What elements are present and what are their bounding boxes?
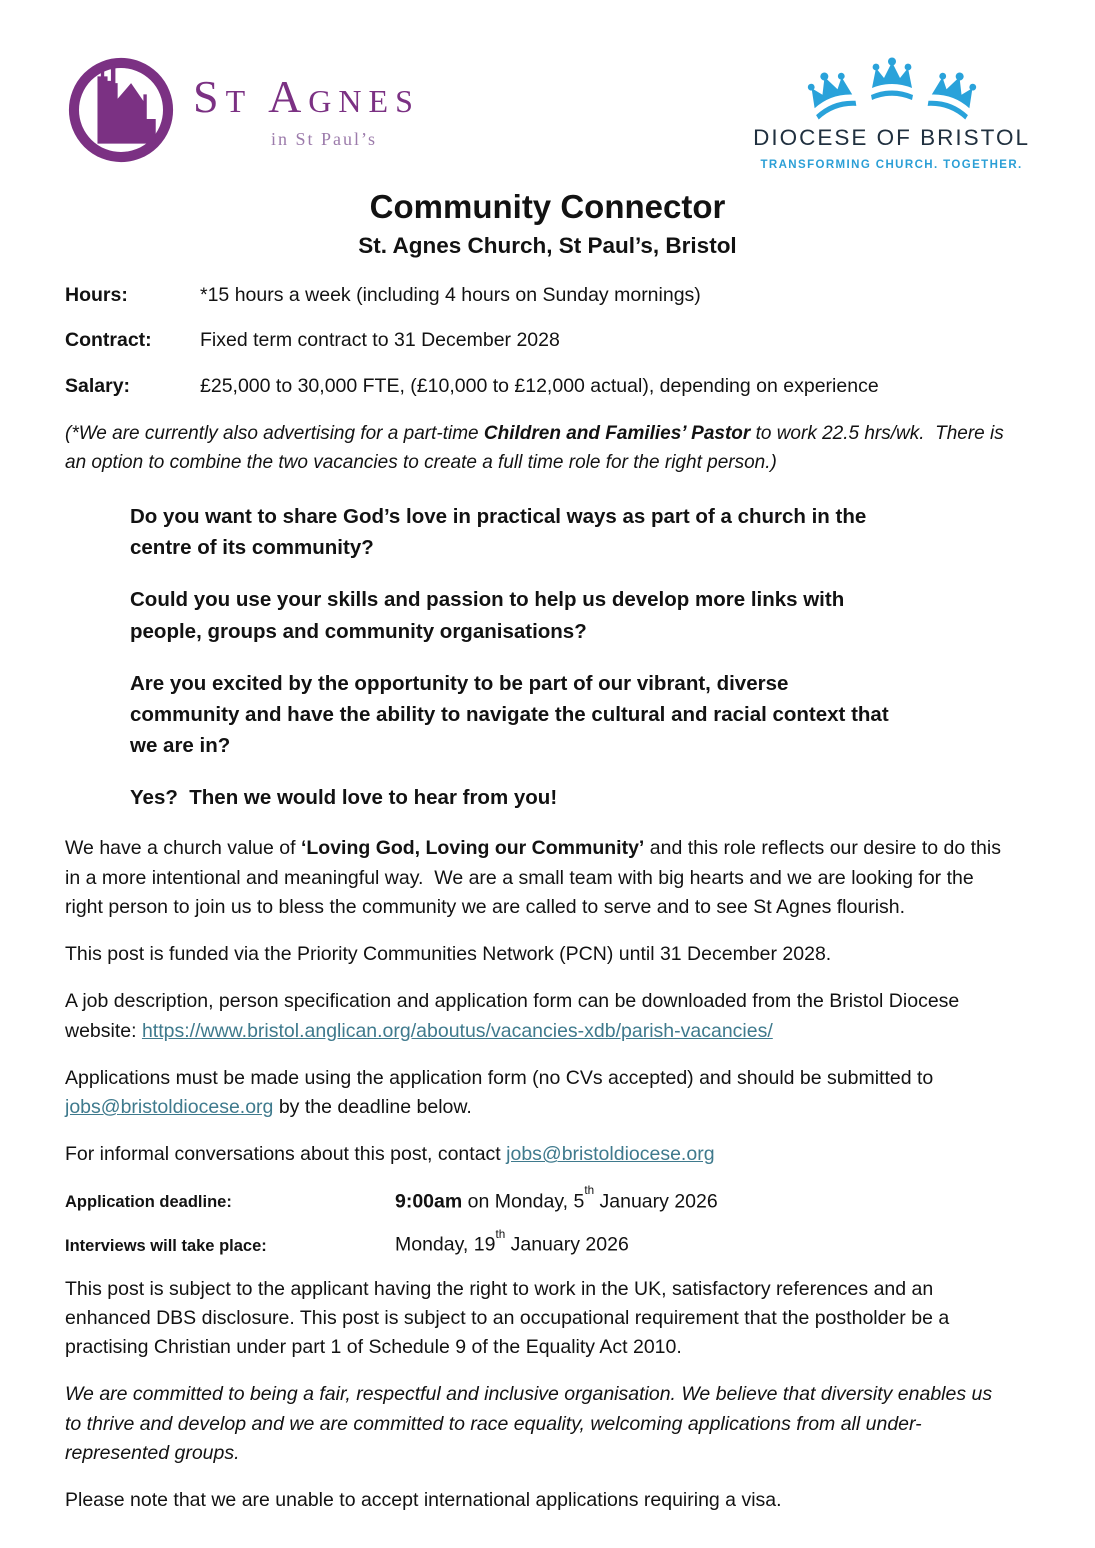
- right-to-work-paragraph: This post is subject to the applicant having the right to work in the UK, satisfactory references and an enhanced DBS disclosure. This post is subject to an occupational requirement that the postholder be a practising Christian under part 1 of Schedule 9 of the Equality Act 2010.: [65, 1277, 955, 1359]
- interviews-date: Monday, 19: [395, 1233, 496, 1256]
- note-bold-role: Children and Families’ Pastor: [483, 423, 751, 445]
- visa-note-paragraph: Please note that we are unable to accept international applications requiring a visa.: [65, 1489, 782, 1512]
- vacancies-url-link[interactable]: https://www.bristol.anglican.org/aboutus/vacancies-xdb/parish-vacancies/: [141, 1019, 773, 1042]
- download-paragraph: [65, 987, 1005, 1046]
- salary-value: £25,000 to 30,000 FTE, (£10,000 to £12,000 actual), depending on experience: [200, 375, 879, 398]
- jobs-email-link[interactable]: jobs@bristoldiocese.org: [65, 1096, 274, 1119]
- deadline-ordinal: th: [584, 1184, 595, 1198]
- church-value-pre: We have a church value of: [65, 837, 301, 860]
- hours-label: Hours:: [65, 283, 128, 306]
- church-value-paragraph: [65, 834, 1005, 922]
- page-subtitle: St. Agnes Church, St Paul’s, Bristol: [358, 232, 737, 258]
- diversity-paragraph: We are committed to being a fair, respectful and inclusive organisation. We believe that diversity enables us to thrive and develop and we are committed to race equality, welcoming applications from all under-represented groups.: [65, 1383, 998, 1464]
- header-logos: [65, 54, 1030, 171]
- interviews-ordinal: th: [495, 1227, 506, 1241]
- st-agnes-name: St Agnes: [193, 71, 420, 122]
- informal-email-link[interactable]: jobs@bristoldiocese.org: [506, 1143, 715, 1166]
- title-block: [65, 187, 1030, 259]
- st-agnes-subtitle: in St Paul’s: [271, 129, 378, 149]
- question-2: Could you use your skills and passion to help us develop more links with people, groups and community organisations?: [130, 588, 850, 643]
- download-text: A job description, person specification and application form can be downloaded from the Bristol Diocese website:: [65, 990, 965, 1042]
- diocese-tagline: TRANSFORMING CHURCH. TOGETHER.: [760, 159, 1023, 171]
- applications-paragraph: [65, 1064, 1005, 1123]
- pcn-funding-paragraph: This post is funded via the Priority Communities Network (PCN) until 31 December 2028.: [65, 943, 832, 966]
- interviews-row: [65, 1227, 1030, 1257]
- note-text-end: to work 22.5 hrs/wk. There is an option to combine the two vacancies to create a full time role for the right person.): [65, 423, 1009, 473]
- page-title: Community Connector: [369, 188, 726, 225]
- question-3: Are you excited by the opportunity to be part of our vibrant, diverse community and have the ability to navigate the cultural and racial context that we are in?: [130, 671, 895, 758]
- contract-value: Fixed term contract to 31 December 2028: [200, 329, 560, 352]
- st-agnes-logo: [65, 54, 420, 166]
- three-crowns-icon: [792, 56, 992, 120]
- detail-row-hours: [65, 281, 1030, 311]
- deadline-month: January 2026: [594, 1190, 718, 1213]
- applications-text: Applications must be made using the application form (no CVs accepted) and should be submitted to: [65, 1066, 939, 1089]
- question-block: [130, 501, 1030, 813]
- combined-role-note: [65, 420, 1009, 477]
- interviews-value: [395, 1227, 629, 1257]
- st-agnes-wordmark: [193, 54, 420, 150]
- question-1: Do you want to share God’s love in practical ways as part of a church in the centre of its community?: [130, 505, 872, 560]
- informal-text: For informal conversations about this post, contact: [65, 1143, 507, 1166]
- detail-row-contract: [65, 326, 1030, 356]
- church-value-bold: ‘Loving God, Loving our Community’: [300, 837, 645, 860]
- job-details: [65, 281, 1030, 402]
- diocese-name: DIOCESE OF BRISTOL: [753, 125, 1030, 150]
- detail-row-salary: [65, 372, 1030, 402]
- salary-label: Salary:: [65, 375, 131, 398]
- diocese-of-bristol-logo: [753, 54, 1030, 171]
- contract-label: Contract:: [65, 329, 152, 352]
- interviews-label: Interviews will take place:: [65, 1236, 267, 1255]
- deadline-date: on Monday, 5: [462, 1190, 585, 1213]
- deadline-time: 9:00am: [395, 1190, 463, 1213]
- church-value-post: and this role reflects our desire to do this in a more intentional and meaningful way. We are a small team with big hearts and we are looking for the right person to join us to bless the community we are called to serve and to see St Agnes flourish.: [65, 837, 1007, 918]
- applications-text-end: by the deadline below.: [273, 1096, 472, 1119]
- st-agnes-church-icon: [65, 54, 177, 166]
- note-text: (*We are currently also advertising for a part-time: [65, 423, 484, 445]
- deadline-value: [395, 1184, 718, 1214]
- deadline-label: Application deadline:: [65, 1193, 232, 1212]
- application-deadline-row: [65, 1184, 1030, 1214]
- interviews-month: January 2026: [505, 1233, 629, 1256]
- question-4: Yes? Then we would love to hear from you!: [130, 786, 558, 810]
- informal-contact-paragraph: [65, 1140, 1005, 1169]
- hours-value: *15 hours a week (including 4 hours on Sunday mornings): [200, 283, 701, 306]
